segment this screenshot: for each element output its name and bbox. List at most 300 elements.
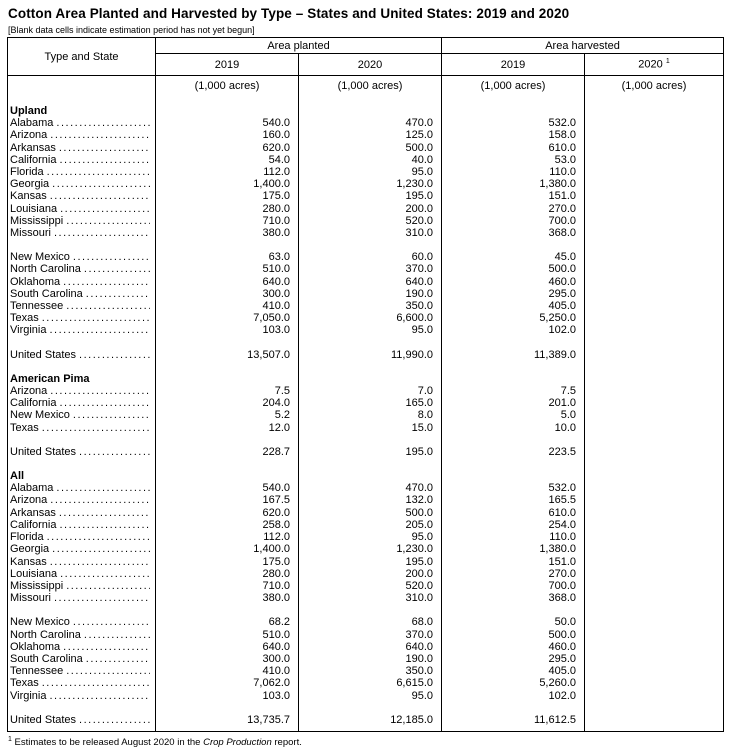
- planted-2019-cell: 710.0: [156, 215, 299, 227]
- col-header-type-state: Type and State: [8, 38, 156, 76]
- empty-cell: [585, 458, 724, 470]
- spacer-row: [8, 458, 724, 470]
- planted-2020-cell: 8.0: [299, 409, 442, 421]
- table-row: [8, 592, 724, 604]
- state-label-cell: [8, 507, 156, 519]
- table-row: [8, 531, 724, 543]
- empty-cell: [8, 458, 156, 470]
- table-row: [8, 519, 724, 531]
- planted-2019-cell: 103.0: [156, 324, 299, 336]
- harvested-2020-cell: [585, 215, 724, 227]
- row-label: Missouri: [10, 227, 51, 240]
- table-row: [8, 397, 724, 409]
- row-label: California: [10, 397, 57, 410]
- harvested-2019-cell: 110.0: [442, 531, 585, 543]
- row-label: California: [10, 153, 57, 166]
- harvested-2020-cell: [585, 105, 724, 117]
- state-label-cell: [8, 215, 156, 227]
- harvested-2019-cell: 102.0: [442, 324, 585, 336]
- planted-2019-cell: 13,507.0: [156, 349, 299, 361]
- table-row: [8, 178, 724, 190]
- harvested-2020-cell: [585, 397, 724, 409]
- dot-leader: [52, 178, 150, 190]
- harvested-2019-cell: 201.0: [442, 397, 585, 409]
- row-label: Mississippi: [10, 579, 64, 592]
- state-label-cell: [8, 312, 156, 324]
- dot-leader: [73, 251, 150, 263]
- spacer-row: [8, 604, 724, 616]
- harvested-2020-cell: [585, 470, 724, 482]
- planted-2020-cell: [299, 105, 442, 117]
- planted-2020-cell: 190.0: [299, 288, 442, 300]
- state-label-cell: [8, 592, 156, 604]
- harvested-2019-cell: [442, 470, 585, 482]
- units-cell: (1,000 acres): [299, 76, 442, 106]
- harvested-2019-cell: 610.0: [442, 142, 585, 154]
- state-label-cell: [8, 568, 156, 580]
- state-label-cell: [8, 580, 156, 592]
- section-name-cell: All: [8, 470, 156, 482]
- section-name-cell: Upland: [8, 105, 156, 117]
- state-label-cell: [8, 203, 156, 215]
- footnote-text: report.: [271, 737, 302, 748]
- harvested-2020-cell: [585, 519, 724, 531]
- dot-leader: [50, 324, 151, 336]
- harvested-2019-cell: 110.0: [442, 166, 585, 178]
- harvested-2020-cell: [585, 227, 724, 239]
- table-row: [8, 215, 724, 227]
- harvested-2020-cell: [585, 507, 724, 519]
- planted-2019-cell: 300.0: [156, 653, 299, 665]
- units-cell: (1,000 acres): [156, 76, 299, 106]
- planted-2019-cell: [156, 373, 299, 385]
- state-label-cell: [8, 531, 156, 543]
- table-row: [8, 422, 724, 434]
- table-row: [8, 507, 724, 519]
- harvested-2020-cell: [585, 665, 724, 677]
- planted-2019-cell: 380.0: [156, 592, 299, 604]
- empty-cell: [585, 239, 724, 251]
- state-label-cell: [8, 409, 156, 421]
- harvested-2019-cell: 158.0: [442, 129, 585, 141]
- spacer-row: [8, 726, 724, 732]
- harvested-2019-cell: 295.0: [442, 653, 585, 665]
- empty-cell: [442, 458, 585, 470]
- harvested-2019-cell: 11,612.5: [442, 714, 585, 726]
- planted-2019-cell: [156, 470, 299, 482]
- planted-2020-cell: 370.0: [299, 263, 442, 275]
- col-header-area-planted: Area planted: [156, 38, 442, 54]
- row-label: New Mexico: [10, 409, 70, 422]
- planted-2020-cell: 1,230.0: [299, 543, 442, 555]
- table-row: [8, 324, 724, 336]
- table-row: [8, 629, 724, 641]
- table-row: [8, 543, 724, 555]
- dot-leader: [50, 690, 151, 702]
- harvested-2020-cell: [585, 543, 724, 555]
- harvested-2019-cell: 7.5: [442, 385, 585, 397]
- row-label: Arizona: [10, 129, 48, 142]
- row-label: Arizona: [10, 385, 48, 398]
- row-label: Georgia: [10, 543, 50, 556]
- dot-leader: [54, 227, 150, 239]
- table-row: [8, 665, 724, 677]
- planted-2019-cell: 54.0: [156, 154, 299, 166]
- planted-2020-cell: 6,600.0: [299, 312, 442, 324]
- state-label-cell: [8, 166, 156, 178]
- empty-cell: [442, 726, 585, 732]
- planted-2019-cell: 103.0: [156, 690, 299, 702]
- total-row: [8, 349, 724, 361]
- harvested-2019-cell: 700.0: [442, 580, 585, 592]
- harvested-2020-cell: [585, 142, 724, 154]
- table-row: [8, 276, 724, 288]
- planted-2020-cell: 470.0: [299, 117, 442, 129]
- harvested-2020-cell: [585, 203, 724, 215]
- dot-leader: [60, 568, 150, 580]
- harvested-2020-cell: [585, 494, 724, 506]
- harvested-2020-cell: [585, 263, 724, 275]
- planted-2019-cell: 7.5: [156, 385, 299, 397]
- harvested-2019-cell: 5.0: [442, 409, 585, 421]
- empty-cell: [442, 434, 585, 446]
- dot-leader: [66, 580, 150, 592]
- planted-2019-cell: 228.7: [156, 446, 299, 458]
- harvested-2020-cell: [585, 629, 724, 641]
- harvested-2019-cell: 532.0: [442, 482, 585, 494]
- dot-leader: [63, 641, 150, 653]
- row-label: South Carolina: [10, 287, 83, 300]
- state-label-cell: [8, 543, 156, 555]
- harvested-2019-cell: 610.0: [442, 507, 585, 519]
- planted-2019-cell: 510.0: [156, 629, 299, 641]
- row-label: New Mexico: [10, 251, 70, 264]
- empty-cell: [156, 702, 299, 714]
- table-row: [8, 129, 724, 141]
- data-table: [7, 37, 724, 732]
- planted-2019-cell: [156, 105, 299, 117]
- dot-leader: [59, 519, 150, 531]
- planted-2020-cell: 95.0: [299, 690, 442, 702]
- harvested-2019-cell: 151.0: [442, 556, 585, 568]
- harvested-2020-cell: [585, 422, 724, 434]
- planted-2020-cell: 95.0: [299, 531, 442, 543]
- dot-leader: [79, 446, 150, 458]
- dot-leader: [73, 409, 150, 421]
- planted-2019-cell: 710.0: [156, 580, 299, 592]
- table-row: [8, 203, 724, 215]
- dot-leader: [73, 616, 150, 628]
- table-row: [8, 409, 724, 421]
- planted-2020-cell: 350.0: [299, 300, 442, 312]
- planted-2019-cell: 300.0: [156, 288, 299, 300]
- empty-cell: [156, 337, 299, 349]
- row-label: Texas: [10, 312, 39, 325]
- harvested-2019-cell: [442, 105, 585, 117]
- planted-2020-cell: 520.0: [299, 580, 442, 592]
- empty-cell: [156, 726, 299, 732]
- harvested-2019-cell: [442, 373, 585, 385]
- state-label-cell: [8, 263, 156, 275]
- section-header-row: [8, 105, 724, 117]
- row-label: Tennessee: [10, 665, 64, 678]
- harvested-2019-cell: 405.0: [442, 665, 585, 677]
- dot-leader: [86, 288, 150, 300]
- empty-cell: [156, 239, 299, 251]
- harvested-2020-cell: [585, 714, 724, 726]
- planted-2019-cell: 1,400.0: [156, 543, 299, 555]
- planted-2019-cell: 175.0: [156, 556, 299, 568]
- row-label: South Carolina: [10, 652, 83, 665]
- harvested-2019-cell: 5,250.0: [442, 312, 585, 324]
- dot-leader: [79, 349, 150, 361]
- harvested-2020-cell: [585, 373, 724, 385]
- empty-cell: [299, 458, 442, 470]
- dot-leader: [50, 556, 150, 568]
- dot-leader: [84, 629, 150, 641]
- empty-cell: [156, 604, 299, 616]
- dot-leader: [50, 129, 150, 141]
- table-body: [8, 105, 724, 731]
- harvested-2019-cell: 254.0: [442, 519, 585, 531]
- state-label-cell: [8, 276, 156, 288]
- harvested-2020-cell: [585, 276, 724, 288]
- year-label: 2020: [638, 58, 663, 71]
- harvested-2020-cell: [585, 385, 724, 397]
- planted-2020-cell: 640.0: [299, 276, 442, 288]
- planted-2019-cell: 175.0: [156, 190, 299, 202]
- planted-2019-cell: 280.0: [156, 203, 299, 215]
- planted-2020-cell: 165.0: [299, 397, 442, 409]
- table-row: [8, 288, 724, 300]
- planted-2020-cell: 7.0: [299, 385, 442, 397]
- row-label: California: [10, 518, 57, 531]
- planted-2019-cell: 640.0: [156, 641, 299, 653]
- total-row: [8, 446, 724, 458]
- table-row: [8, 556, 724, 568]
- row-label: Alabama: [10, 117, 54, 130]
- table-row: [8, 616, 724, 628]
- row-label: Alabama: [10, 482, 54, 495]
- planted-2020-cell: 11,990.0: [299, 349, 442, 361]
- planted-2020-cell: 350.0: [299, 665, 442, 677]
- table-row: [8, 227, 724, 239]
- empty-cell: [299, 726, 442, 732]
- state-label-cell: [8, 519, 156, 531]
- table-row: [8, 190, 724, 202]
- harvested-2020-cell: [585, 641, 724, 653]
- dot-leader: [86, 653, 150, 665]
- row-label: Florida: [10, 531, 44, 544]
- table-row: [8, 580, 724, 592]
- harvested-2020-cell: [585, 178, 724, 190]
- planted-2020-cell: 200.0: [299, 568, 442, 580]
- harvested-2019-cell: 270.0: [442, 203, 585, 215]
- table-row: [8, 482, 724, 494]
- units-row: [8, 76, 724, 106]
- state-label-cell: [8, 629, 156, 641]
- state-label-cell: [8, 251, 156, 263]
- table-row: [8, 677, 724, 689]
- harvested-2019-cell: 1,380.0: [442, 178, 585, 190]
- dot-leader: [50, 494, 150, 506]
- table-row: [8, 251, 724, 263]
- empty-cell: [585, 361, 724, 373]
- table-row: [8, 653, 724, 665]
- spacer-row: [8, 361, 724, 373]
- harvested-2019-cell: 460.0: [442, 276, 585, 288]
- empty-cell: [585, 337, 724, 349]
- units-empty-cell: [8, 76, 156, 106]
- row-label: New Mexico: [10, 616, 70, 629]
- planted-2020-cell: [299, 373, 442, 385]
- state-label-cell: [8, 690, 156, 702]
- harvested-2020-cell: [585, 129, 724, 141]
- planted-2019-cell: 63.0: [156, 251, 299, 263]
- empty-cell: [585, 726, 724, 732]
- harvested-2020-cell: [585, 690, 724, 702]
- empty-cell: [8, 434, 156, 446]
- empty-cell: [156, 458, 299, 470]
- row-label: Oklahoma: [10, 275, 61, 288]
- state-label-cell: [8, 129, 156, 141]
- section-header-row: [8, 373, 724, 385]
- planted-2020-cell: 95.0: [299, 324, 442, 336]
- empty-cell: [156, 361, 299, 373]
- table-row: [8, 568, 724, 580]
- empty-cell: [156, 434, 299, 446]
- harvested-2020-cell: [585, 300, 724, 312]
- empty-cell: [585, 702, 724, 714]
- dot-leader: [66, 215, 150, 227]
- planted-2019-cell: 380.0: [156, 227, 299, 239]
- state-label-cell: [8, 227, 156, 239]
- planted-2020-cell: 470.0: [299, 482, 442, 494]
- table-note: [Blank data cells indicate estimation period has not yet begun]: [8, 25, 255, 35]
- planted-2019-cell: 7,050.0: [156, 312, 299, 324]
- planted-2020-cell: [299, 470, 442, 482]
- units-cell: (1,000 acres): [442, 76, 585, 106]
- empty-cell: [442, 604, 585, 616]
- harvested-2019-cell: 500.0: [442, 263, 585, 275]
- state-label-cell: [8, 349, 156, 361]
- dot-leader: [54, 592, 150, 604]
- harvested-2019-cell: 10.0: [442, 422, 585, 434]
- planted-2019-cell: 410.0: [156, 300, 299, 312]
- harvested-2020-cell: [585, 580, 724, 592]
- footnote-text: Estimates to be released August 2020 in the: [11, 737, 204, 748]
- planted-2020-cell: 310.0: [299, 227, 442, 239]
- col-header-planted-2020: 2020: [299, 54, 442, 76]
- table-row: [8, 312, 724, 324]
- planted-2020-cell: 195.0: [299, 190, 442, 202]
- state-label-cell: [8, 494, 156, 506]
- planted-2020-cell: 200.0: [299, 203, 442, 215]
- harvested-2019-cell: 270.0: [442, 568, 585, 580]
- planted-2019-cell: 5.2: [156, 409, 299, 421]
- empty-cell: [8, 337, 156, 349]
- planted-2020-cell: 370.0: [299, 629, 442, 641]
- state-label-cell: [8, 653, 156, 665]
- row-label: Texas: [10, 421, 39, 434]
- row-label: Tennessee: [10, 300, 64, 313]
- harvested-2020-cell: [585, 446, 724, 458]
- row-label: Virginia: [10, 689, 47, 702]
- harvested-2019-cell: 11,389.0: [442, 349, 585, 361]
- planted-2020-cell: 205.0: [299, 519, 442, 531]
- harvested-2020-cell: [585, 166, 724, 178]
- units-cell: (1,000 acres): [621, 80, 687, 92]
- group-header-row: [8, 38, 724, 54]
- harvested-2019-cell: 500.0: [442, 629, 585, 641]
- harvested-2020-cell: [585, 251, 724, 263]
- planted-2019-cell: 540.0: [156, 482, 299, 494]
- planted-2019-cell: 280.0: [156, 568, 299, 580]
- row-label: Arizona: [10, 494, 48, 507]
- harvested-2020-cell: [585, 482, 724, 494]
- planted-2019-cell: 640.0: [156, 276, 299, 288]
- planted-2019-cell: 410.0: [156, 665, 299, 677]
- empty-cell: [299, 361, 442, 373]
- planted-2019-cell: 12.0: [156, 422, 299, 434]
- row-label: United States: [10, 348, 77, 361]
- empty-cell: [442, 337, 585, 349]
- planted-2020-cell: 60.0: [299, 251, 442, 263]
- empty-cell: [8, 702, 156, 714]
- state-label-cell: [8, 142, 156, 154]
- table-row: [8, 142, 724, 154]
- planted-2020-cell: 125.0: [299, 129, 442, 141]
- harvested-2019-cell: 295.0: [442, 288, 585, 300]
- table-row: [8, 690, 724, 702]
- harvested-2020-cell: [585, 154, 724, 166]
- dot-leader: [50, 190, 150, 202]
- row-label: Arkansas: [10, 506, 56, 519]
- dot-leader: [42, 312, 150, 324]
- harvested-2020-cell: [585, 190, 724, 202]
- harvested-2019-cell: 50.0: [442, 616, 585, 628]
- planted-2019-cell: 68.2: [156, 616, 299, 628]
- planted-2020-cell: 68.0: [299, 616, 442, 628]
- footnote-italic: Crop Production: [203, 737, 272, 748]
- row-label: Virginia: [10, 324, 47, 337]
- dot-leader: [59, 142, 150, 154]
- planted-2019-cell: 112.0: [156, 531, 299, 543]
- harvested-2020-cell: [585, 592, 724, 604]
- dot-leader: [56, 117, 150, 129]
- dot-leader: [59, 154, 150, 166]
- harvested-2019-cell: 223.5: [442, 446, 585, 458]
- dot-leader: [56, 482, 150, 494]
- col-header-planted-2019: 2019: [156, 54, 299, 76]
- state-label-cell: [8, 117, 156, 129]
- harvested-2019-cell: 460.0: [442, 641, 585, 653]
- row-label: Mississippi: [10, 214, 64, 227]
- empty-cell: [299, 434, 442, 446]
- planted-2019-cell: 13,735.7: [156, 714, 299, 726]
- planted-2020-cell: 15.0: [299, 422, 442, 434]
- dot-leader: [52, 543, 150, 555]
- dot-leader: [79, 714, 150, 726]
- col-header-harvested-2019: 2019: [442, 54, 585, 76]
- empty-cell: [442, 702, 585, 714]
- planted-2019-cell: 258.0: [156, 519, 299, 531]
- harvested-2019-cell: 151.0: [442, 190, 585, 202]
- harvested-2019-cell: 45.0: [442, 251, 585, 263]
- row-label: Arkansas: [10, 141, 56, 154]
- dot-leader: [59, 507, 150, 519]
- harvested-2019-cell: 405.0: [442, 300, 585, 312]
